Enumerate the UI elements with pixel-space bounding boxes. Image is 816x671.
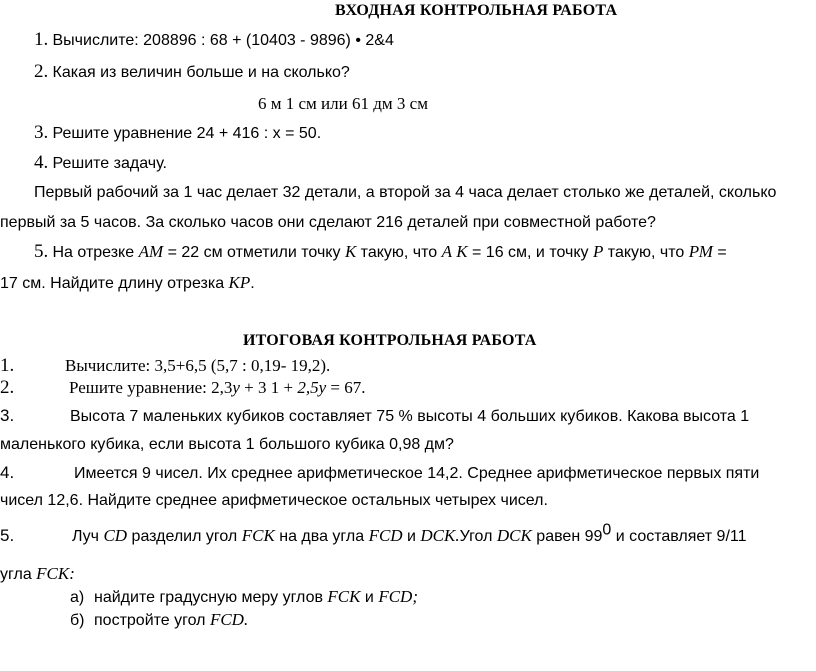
segment-am: АМ <box>138 242 164 261</box>
entry-q5-text-f: = <box>712 244 727 261</box>
entry-q3-text: Решите уравнение 24 + 416 : х = 50. <box>52 125 322 142</box>
final-q3-line1: Высота 7 маленьких кубиков составляет 75 % высоты 4 больших кубиков. Какова высота 1 <box>70 408 750 425</box>
variable-y: у <box>232 378 240 397</box>
entry-q5-line2-end: . <box>250 275 255 292</box>
angle-dck: DCK. <box>420 526 460 545</box>
final-q1-text: Вычислите: 3,5+6,5 (5,7 : 0,19- 19,2). <box>65 356 331 375</box>
final-q5-text-g: и составляет 9/11 <box>611 528 747 545</box>
entry-q5 <box>34 242 727 263</box>
entry-q2-num: 2. <box>34 61 49 82</box>
final-q4-line2: чисел 12,6. Найдите среднее арифметическое остальных четырех чисел. <box>0 492 548 509</box>
final-q5-num: 5. <box>0 526 15 545</box>
final-q1-num: 1. <box>0 355 15 376</box>
angle-fcd: FCD <box>368 526 403 545</box>
final-q3-line2: маленького кубика, если высота 1 большого кубика 0,98 дм? <box>0 436 454 453</box>
final-q4-line1: Имеется 9 чисел. Их среднее арифметическое 14,2. Среднее арифметическое первых пяти <box>74 465 760 482</box>
entry-q5-text-a: На отрезке <box>52 244 139 261</box>
angle-dck-2: DCK <box>496 526 532 545</box>
entry-q4-text: Решите задачу. <box>52 155 167 172</box>
entry-q4 <box>34 153 167 174</box>
entry-q4-line1: Первый рабочий за 1 час делает 32 детали, а второй за 4 часа делает столько же деталей, сколько <box>34 184 777 201</box>
sub-b-text: постройте угол <box>94 612 210 629</box>
final-q5-sub-a <box>70 587 418 608</box>
final-q2-text-b: + 3 1 + <box>239 378 298 397</box>
entry-q2-values: 6 м 1 см или 61 дм 3 см <box>258 94 428 113</box>
sub-b-label: б) <box>70 612 85 629</box>
final-q5-text-b: разделил угол <box>127 528 242 545</box>
final-q5-line2-text: угла <box>0 566 37 583</box>
angle-fck-2: FCK: <box>36 564 75 583</box>
entry-q2-text: Какая из величин больше и на сколько? <box>52 64 350 81</box>
final-q4 <box>0 463 759 484</box>
sub-b-angle-fcd: FCD. <box>209 610 249 629</box>
entry-q5-text-e: такую, что <box>603 244 689 261</box>
point-k: К <box>344 242 357 261</box>
final-q1 <box>0 356 330 376</box>
sub-a-and: и <box>360 589 379 606</box>
final-q5-text-e: Угол <box>459 528 497 545</box>
segment-pm: РМ <box>688 242 713 261</box>
final-q2-text-d: = 67. <box>326 378 366 397</box>
entry-title: ВХОДНАЯ КОНТРОЛЬНАЯ РАБОТА <box>335 2 618 19</box>
sub-a-angle-fck: FCK <box>327 587 361 606</box>
segment-ak: А К <box>441 242 468 261</box>
final-q2-num: 2. <box>0 377 15 398</box>
degree-superscript: 0 <box>602 521 612 539</box>
sub-a-angle-fcd: FCD; <box>378 587 418 606</box>
entry-q3 <box>34 123 321 144</box>
angle-fck: FCK <box>241 526 275 545</box>
final-q4-num: 4. <box>0 463 15 482</box>
final-q5-text-d: и <box>402 528 421 545</box>
final-q5-text-c: на два угла <box>274 528 369 545</box>
final-q2-text-a: Решите уравнение: 2,3 <box>69 378 233 397</box>
sub-a-label: а) <box>70 589 85 606</box>
final-q3 <box>0 406 749 427</box>
term-2-5y: 2,5у <box>297 378 327 397</box>
final-q5-line2 <box>0 564 75 585</box>
entry-q4-num: 4. <box>34 152 49 173</box>
final-q5-text-f: равен 99 <box>531 528 603 545</box>
sub-a-text: найдите градусную меру углов <box>94 589 328 606</box>
entry-q1 <box>34 30 394 51</box>
entry-q2 <box>34 62 350 83</box>
ray-cd: CD <box>103 526 128 545</box>
final-q2 <box>0 378 366 398</box>
entry-q5-line2-text: 17 см. Найдите длину отрезка <box>0 275 229 292</box>
segment-kp: КР <box>228 273 251 292</box>
entry-q5-text-c: такую, что <box>356 244 442 261</box>
final-q5-sub-b <box>70 610 248 631</box>
final-title: ИТОГОВАЯ КОНТРОЛЬНАЯ РАБОТА <box>243 332 537 349</box>
entry-q5-line2 <box>0 273 255 294</box>
point-p: Р <box>592 242 604 261</box>
entry-q5-text-d: = 16 см, и точку <box>467 244 593 261</box>
entry-q5-text-b: = 22 см отметили точку <box>163 244 345 261</box>
entry-q5-num: 5. <box>34 241 49 262</box>
entry-q3-num: 3. <box>34 122 49 143</box>
final-q5 <box>0 521 747 547</box>
entry-q4-line2: первый за 5 часов. За сколько часов они сделают 216 деталей при совместной работе? <box>0 214 656 231</box>
final-q5-text-a: Луч <box>72 528 104 545</box>
entry-q1-num: 1. <box>34 29 49 50</box>
final-q3-num: 3. <box>0 406 15 425</box>
entry-q1-text: Вычислите: 208896 : 68 + (10403 - 9896) • 2&4 <box>52 32 394 49</box>
